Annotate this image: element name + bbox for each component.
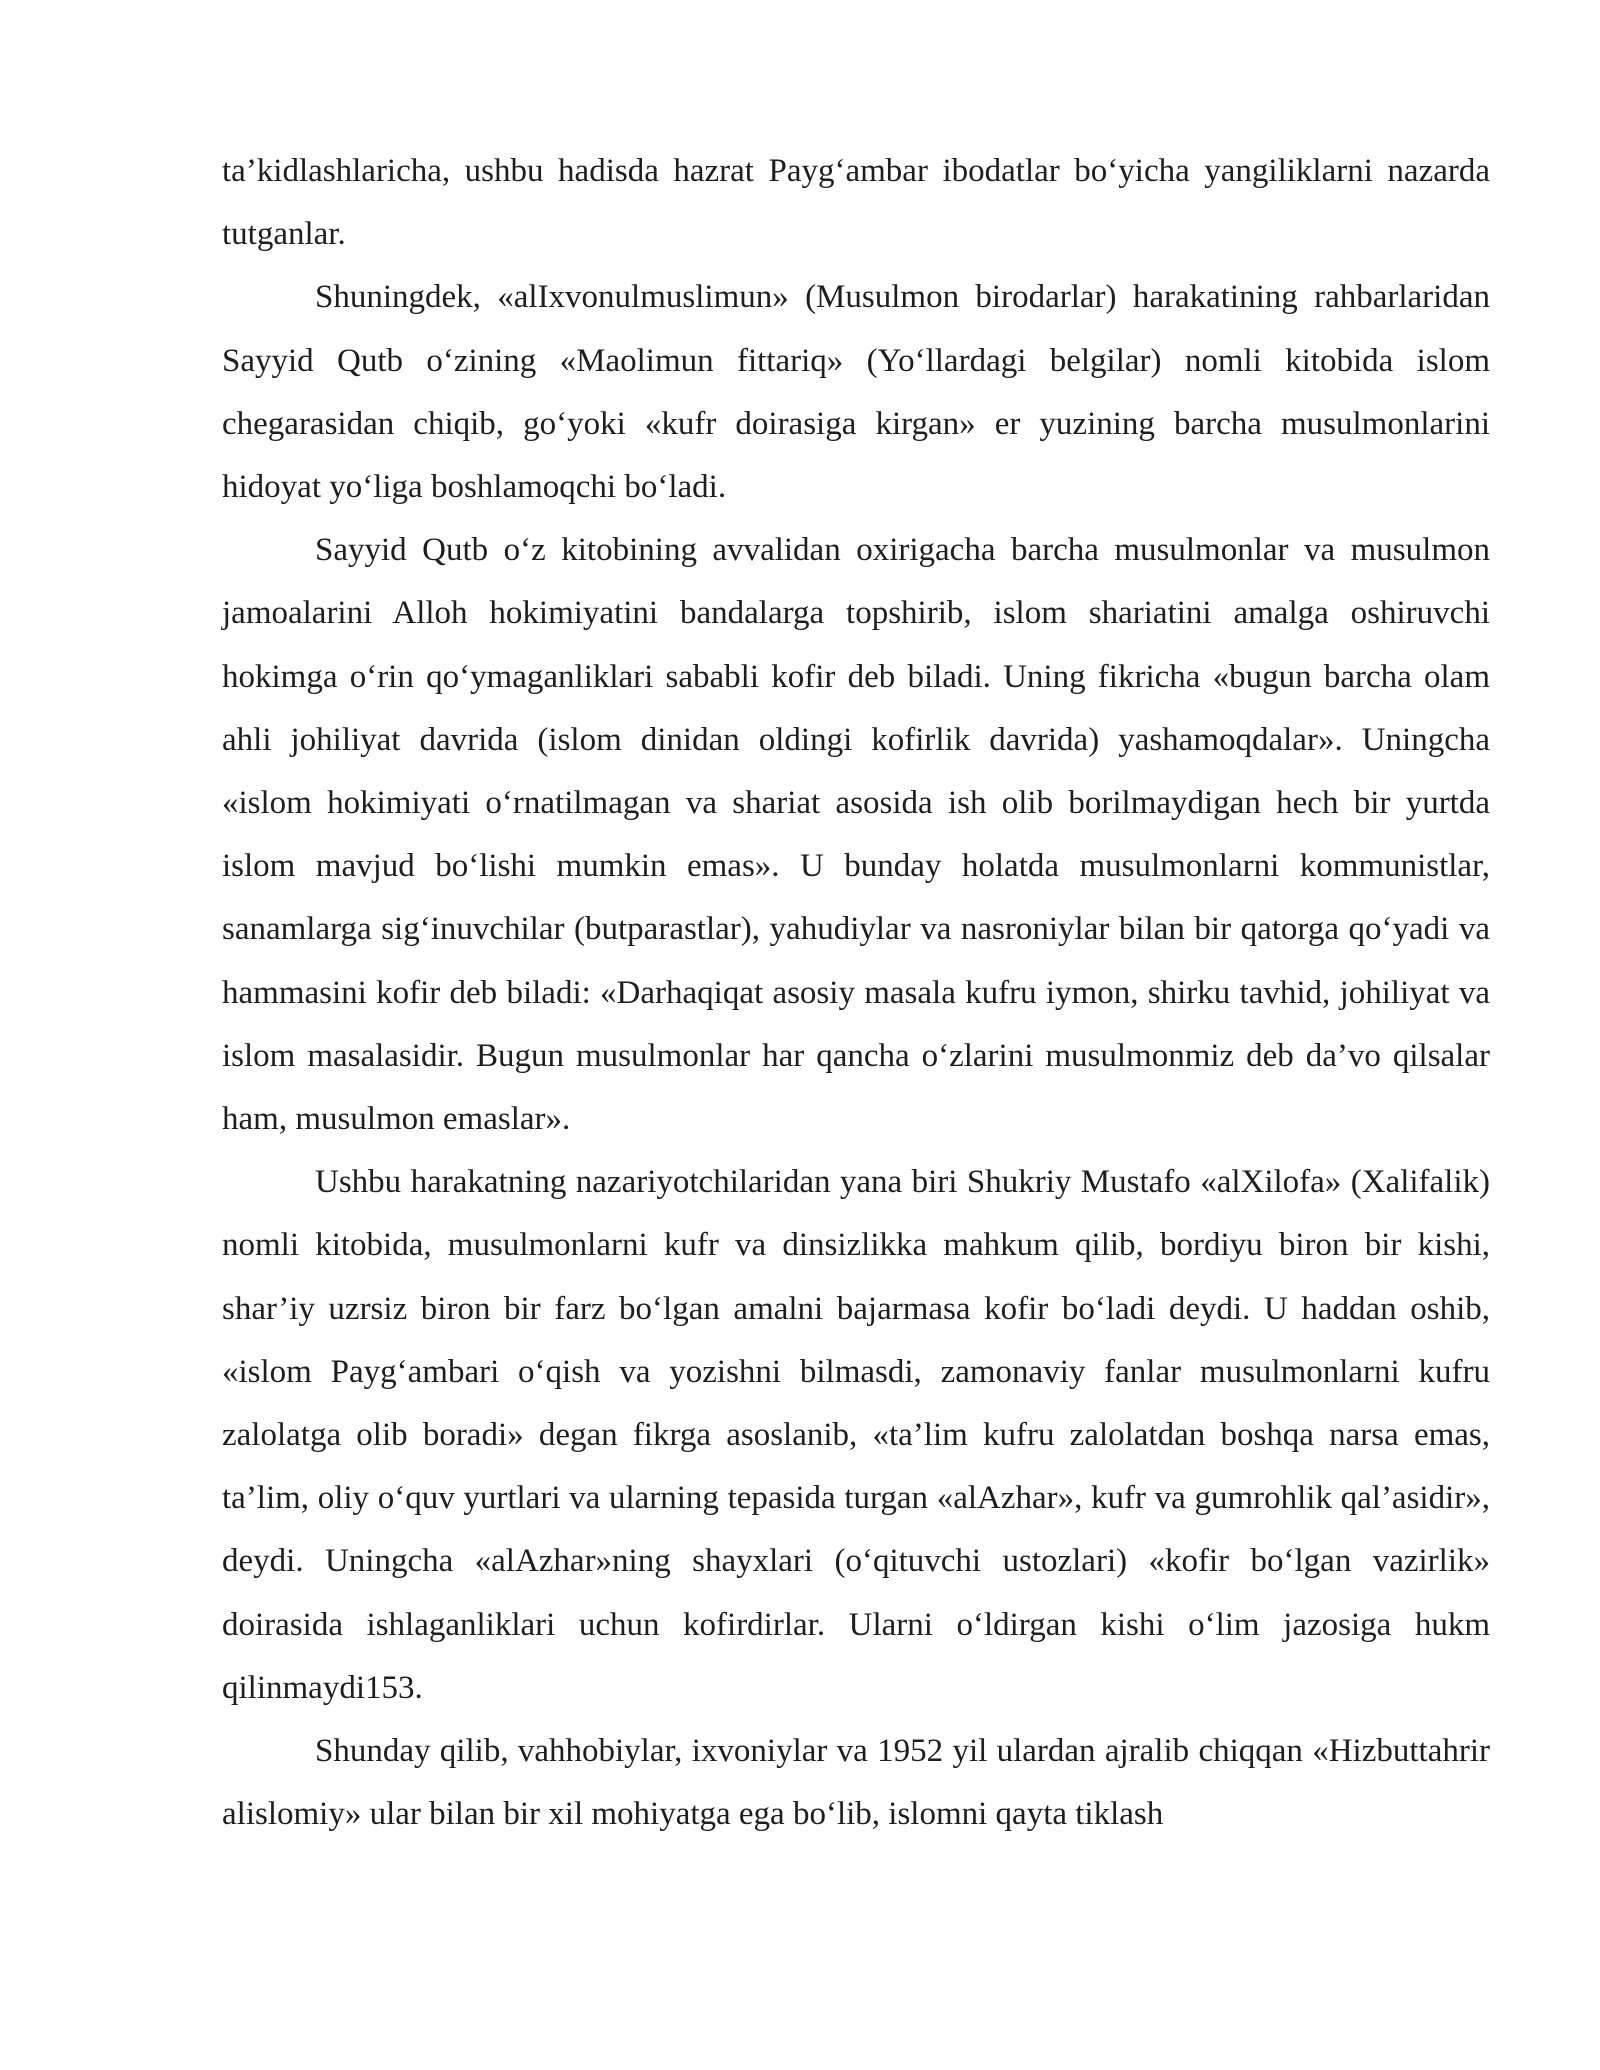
paragraph-3: Sayyid Qutb o‘z kitobining avvalidan oxirigacha barcha musulmonlar va musulmon jamoalarini Alloh hokimiyatini bandalarga topshirib, islom shariatini amalga oshiruvchi hokimga o‘rin qo‘ymaganliklari sababli kofir deb biladi. Uning fikricha «bugun barcha olam ahli johiliyat davrida (islom dinidan oldingi kofirlik davrida) yashamoqdalar». Uningcha «islom hokimiyati o‘rnatilmagan va shariat asosida ish olib borilmaydigan hech bir yurtda islom mavjud bo‘lishi mumkin emas». U bunday holatda musulmonlarni kommunistlar, sanamlarga sig‘inuvchilar (butparastlar), yahudiylar va nasroniylar bilan bir qatorga qo‘yadi va hammasini kofir deb biladi: «Darhaqiqat asosiy masala kufru iymon, shirku tavhid, johiliyat va islom masalasidir. Bugun musulmonlar har qancha o‘zlarini musulmonmiz deb da’vo qilsalar ham, musulmon emaslar». (222, 532, 1490, 1138)
paragraph-1: ta’kidlashlaricha, ushbu hadisda hazrat Payg‘ambar ibodatlar bo‘yicha yangiliklarni nazarda tutganlar. (222, 153, 1490, 253)
paragraph-5: Shunday qilib, vahhobiylar, ixvoniylar va 1952 yil ulardan ajralib chiqqan «Hizbuttahrir alislomiy» ular bilan bir xil mohiyatga ega bo‘lib, islomni qayta tiklash (222, 1733, 1490, 1833)
paragraph-2: Shuningdek, «alIxvonulmuslimun» (Musulmon birodarlar) harakatining rahbarlaridan Sayyid Qutb o‘zining «Maolimun fittariq» (Yo‘llardagi belgilar) nomli kitobida islom chegarasidan chiqib, go‘yoki «kufr doirasiga kirgan» er yuzining barcha musulmonlarini hidoyat yo‘liga boshlamoqchi bo‘ladi. (222, 279, 1490, 506)
paragraph-4: Ushbu harakatning nazariyotchilaridan yana biri Shukriy Mustafo «alXilofa» (Xalifalik) nomli kitobida, musulmonlarni kufr va dinsizlikka mahkum qilib, bordiyu biron bir kishi, shar’iy uzrsiz biron bir farz bo‘lgan amalni bajarmasa kofir bo‘ladi deydi. U haddan oshib, «islom Payg‘ambari o‘qish va yozishni bilmasdi, zamonaviy fanlar musulmonlarni kufru zalolatga olib boradi» degan fikrga asoslanib, «ta’lim kufru zalolatdan boshqa narsa emas, ta’lim, oliy o‘quv yurtlari va ularning tepasida turgan «alAzhar», kufr va gumrohlik qal’asidir», deydi. Uningcha «alAzhar»ning shayxlari (o‘qituvchi ustozlari) «kofir bo‘lgan vazirlik» doirasida ishlaganliklari uchun kofirdirlar. Ularni o‘ldirgan kishi o‘lim jazosiga hukm qilinmaydi153. (222, 1164, 1490, 1706)
body-text (222, 140, 1490, 1846)
